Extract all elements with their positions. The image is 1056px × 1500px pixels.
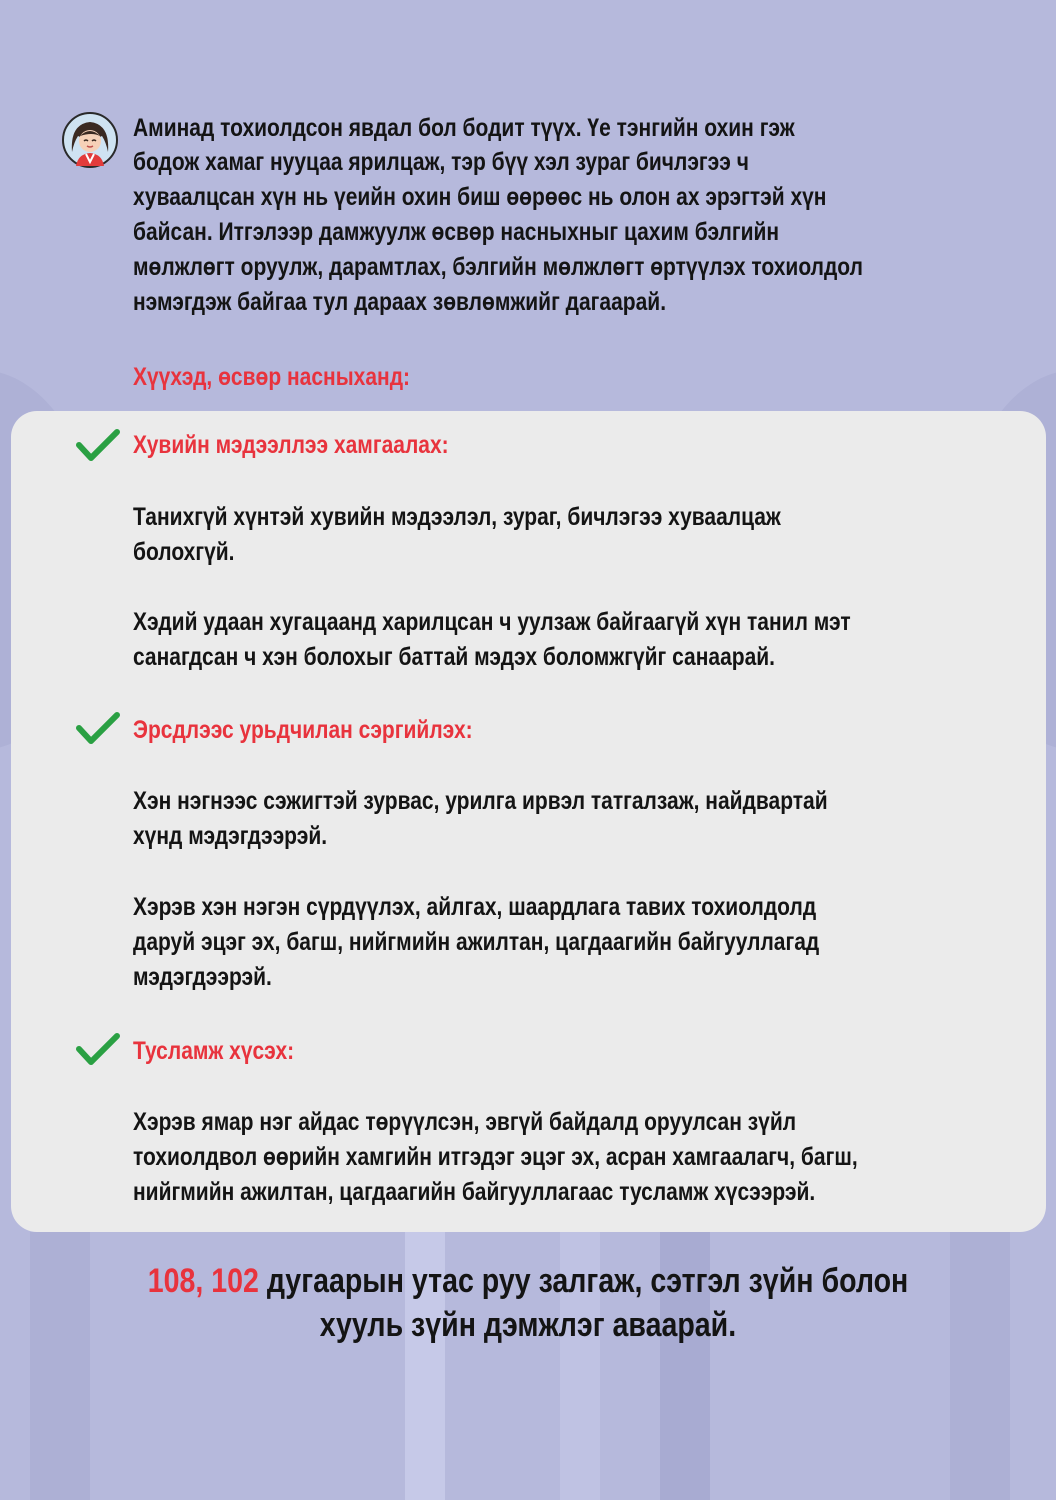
hotline-line-1 [84, 1259, 971, 1303]
intro-line: хуваалцсан хүн нь үеийн охин биш өөрөөс нь олон ах эрэгтэй хүн [133, 183, 827, 211]
section-text-line: хүнд мэдэгдээрэй. [133, 822, 328, 850]
intro-line: бодож хамаг нууцаа ярилцаж, тэр бүү хэл зураг бичлэгээ ч [133, 148, 749, 176]
section-text-line: Хэн нэгнээс сэжигтэй зурвас, урилга ирвэл татгалзаж, найдвартай [133, 787, 828, 815]
section-text-line: Хэрэв ямар нэг айдас төрүүлсэн, эвгүй байдалд оруулсан зүйл [133, 1108, 797, 1136]
hotline-text: дугаарын утас руу залгаж, сэтгэл зүйн болон [258, 1262, 909, 1300]
section-text-line: санагдсан ч хэн болохыг баттай мэдэх боломжгүйг санаарай. [133, 643, 776, 671]
section-text-line: болохгүй. [133, 538, 235, 566]
intro-line: нэмэгдэж байгаа тул дараах зөвлөмжийг дагаарай. [133, 288, 667, 316]
intro-line: Аминад тохиолдсон явдал бол бодит түүх. Үе тэнгийн охин гэж [133, 114, 795, 142]
intro-line: байсан. Итгэлээр дамжуулж өсвөр насныхныг цахим бэлгийн [133, 218, 780, 246]
section-text-line: Хэдий удаан хугацаанд харилцсан ч уулзаж байгаагүй хүн танил мэт [133, 608, 851, 636]
section-text-line: тохиолдвол өөрийн хамгийн итгэдэг эцэг эх, асран хамгаалагч, багш, [133, 1143, 858, 1171]
section-title-help: Тусламж хүсэх: [133, 1037, 295, 1065]
hotline-line-2: хууль зүйн дэмжлэг аваарай. [319, 1306, 737, 1344]
intro-line: мөлжлөгт оруулж, дарамтлах, бэлгийн мөлжлөгт өртүүлэх тохиолдол [133, 253, 863, 281]
section-text-line: мэдэгдээрэй. [133, 963, 272, 991]
green-checkmark-icon [76, 428, 120, 462]
section-title-privacy: Хувийн мэдээллээ хамгаалах: [133, 431, 449, 459]
section-text-line: Танихгүй хүнтэй хувийн мэдээлэл, зураг, бичлэгээ хуваалцаж [133, 503, 781, 531]
green-checkmark-icon [76, 711, 120, 745]
hotline-numbers: 108, 102 [147, 1262, 259, 1300]
section-text-line: даруй эцэг эх, багш, нийгмийн ажилтан, цагдаагийн байгууллагад [133, 928, 820, 956]
audience-heading: Хүүхэд, өсвөр насныханд: [133, 363, 411, 391]
girl-avatar-icon [62, 112, 118, 168]
section-text-line: Хэрэв хэн нэгэн сүрдүүлэх, айлгах, шаардлага тавих тохиолдолд [133, 893, 817, 921]
green-checkmark-icon [76, 1032, 120, 1066]
section-title-prevention: Эрсдлээс урьдчилан сэргийлэх: [133, 716, 473, 744]
section-text-line: нийгмийн ажилтан, цагдаагийн байгууллагаас тусламж хүсээрэй. [133, 1178, 816, 1206]
